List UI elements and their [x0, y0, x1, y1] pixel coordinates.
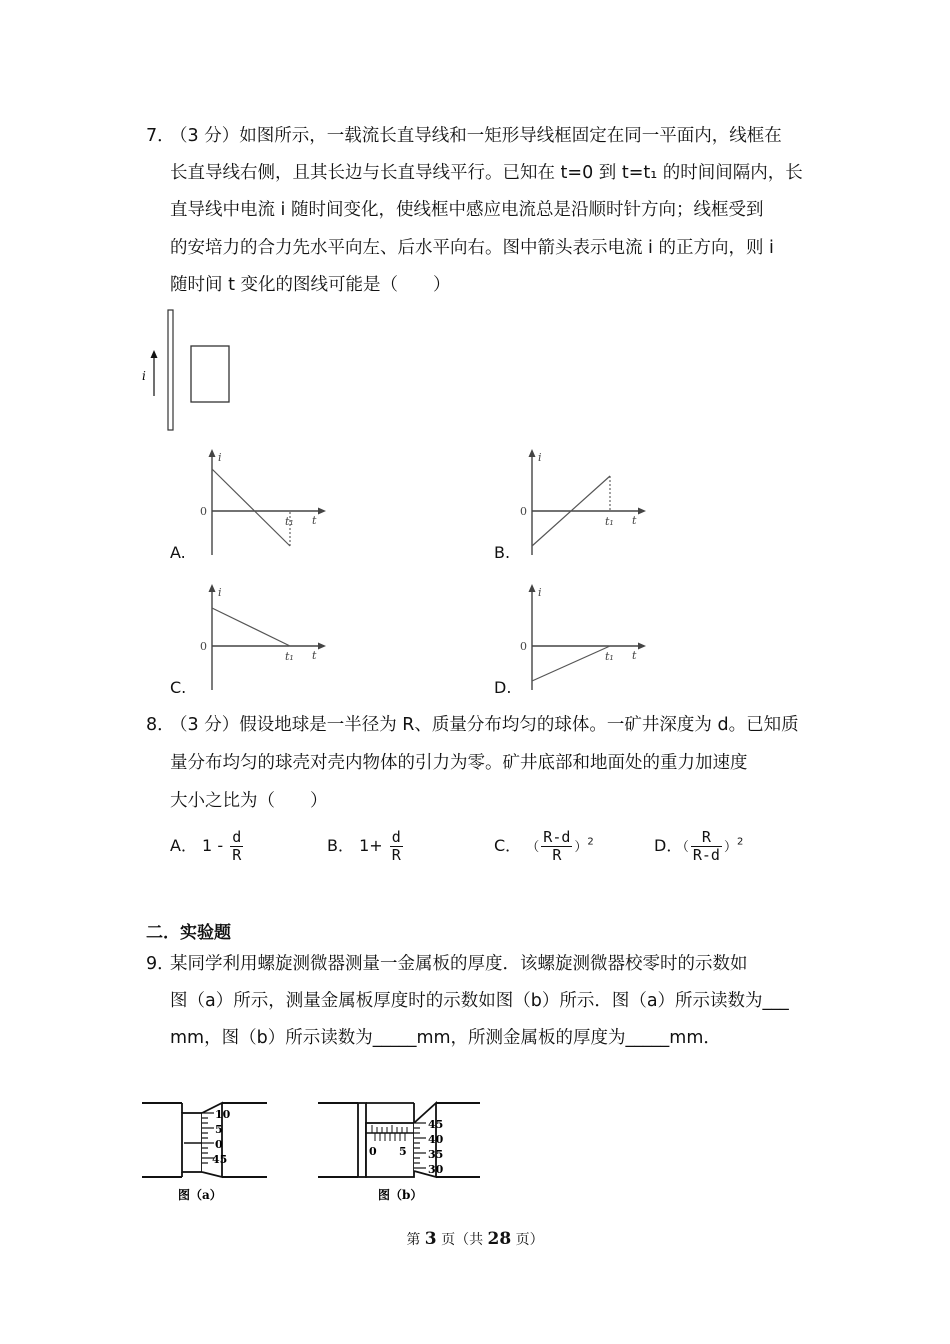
section-title: 二．实验题: [146, 923, 231, 943]
q8-option-c-exponent: 2: [587, 836, 594, 848]
fig-a-tick-5: 5: [215, 1123, 223, 1136]
q8-option-d-open: （: [682, 840, 689, 855]
t1-label: t₁: [605, 650, 614, 663]
current-curve: [212, 469, 290, 546]
t-axis-label: t: [632, 514, 637, 527]
fig-a-tick-0: 0: [215, 1138, 223, 1151]
q8-option-c-numerator: R-d: [543, 828, 571, 846]
fig-a-tick-10: 10: [215, 1108, 231, 1121]
q8-option-a-denominator: R: [232, 846, 242, 864]
q8-option-d-close: ）: [723, 840, 737, 855]
q7-line-1: （3 分）如图所示，一载流长直导线和一矩形导线框固定在同一平面内，线框在: [170, 126, 782, 146]
fig-b-caption: 图（b）: [378, 1188, 423, 1202]
q8-option-a-numerator: d: [232, 828, 242, 846]
q9-line-3: mm，图（b）所示读数为_____mm，所测金属板的厚度为_____mm．: [170, 1028, 721, 1048]
q8-option-c: [494, 829, 594, 864]
q8-number: 8．: [146, 715, 175, 735]
footer-mid: 页（共: [436, 1232, 488, 1248]
i-axis-arrow: [529, 584, 536, 592]
q8-line-2: 量分布均匀的球壳对壳内物体的引力为零。矿井底部和地面处的重力加速度: [170, 753, 748, 773]
graph-option-b: [516, 443, 656, 558]
q8-option-a-prefix: 1 -: [202, 836, 224, 855]
origin-label: 0: [520, 505, 527, 518]
current-curve: [532, 646, 610, 681]
origin-label: 0: [200, 505, 207, 518]
graph-option-c: [196, 578, 336, 693]
i-axis-label: i: [218, 451, 222, 464]
wire-loop-figure: [136, 308, 246, 434]
q8-option-c-fraction: [541, 829, 572, 864]
q8-option-d-label: D．: [654, 836, 683, 855]
q8-option-d-numerator: R: [691, 829, 722, 847]
q7-line-3: 直导线中电流 i 随时间变化，使线框中感应电流总是沿顺时针方向；线框受到: [170, 200, 764, 220]
graph-option-a: [196, 443, 336, 558]
q7-line-4: 的安培力的合力先水平向左、后水平向右。图中箭头表示电流 i 的正方向，则 i: [170, 238, 774, 258]
t1-label: t₁: [285, 515, 294, 528]
fig-b-tick-30: 30: [428, 1163, 444, 1176]
q8-option-d-exponent: 2: [736, 836, 744, 848]
q9-line-2: 图（a）所示，测量金属板厚度时的示数如图（b）所示．图（a）所示读数为___: [170, 991, 789, 1011]
page-footer: [0, 1229, 950, 1249]
t-axis-label: t: [632, 649, 637, 662]
q8-option-d-fraction: [691, 829, 722, 864]
q7-line-2: 长直导线右侧，且其长边与长直导线平行。已知在 t=0 到 t=t₁ 的时间间隔内，长: [170, 163, 803, 183]
q8-option-b-numerator: d: [391, 828, 401, 846]
fig-b-tick-45: 45: [428, 1118, 444, 1131]
footer-post: 页）: [511, 1232, 544, 1248]
footer-pre: 第: [406, 1232, 425, 1248]
t-axis-label: t: [312, 514, 317, 527]
current-arrow-head: [151, 350, 158, 358]
current-label: i: [142, 369, 146, 383]
q8-option-c-label: C．: [494, 836, 522, 855]
q8-option-a-label: A．: [170, 836, 197, 855]
micrometer-figure-a: [142, 1100, 272, 1205]
i-axis-arrow: [209, 584, 216, 592]
q8-option-b-prefix: 1+: [359, 836, 383, 855]
q7-option-b-label: B.: [494, 543, 511, 562]
q8-option-a: [170, 829, 245, 864]
q7-number: 7．: [146, 126, 175, 146]
fig-a-caption: 图（a）: [178, 1188, 222, 1202]
fig-b-tick-35: 35: [428, 1148, 444, 1161]
t1-label: t₁: [605, 515, 614, 528]
q8-option-d: [654, 829, 743, 864]
rectangular-loop: [191, 346, 229, 402]
q8-option-c-close: ）: [574, 840, 588, 855]
long-straight-wire: [168, 310, 173, 430]
t-axis-label: t: [312, 649, 317, 662]
footer-total-pages: 28: [487, 1229, 512, 1249]
fig-b-tick-40: 40: [428, 1133, 444, 1146]
q8-option-a-fraction: [230, 829, 243, 864]
q9-number: 9．: [146, 954, 175, 974]
q8-option-c-denominator: R: [552, 846, 562, 864]
q7-option-d-label: D.: [494, 678, 512, 697]
fig-b-main-tick-5: 5: [399, 1145, 407, 1158]
footer-page-number: 3: [424, 1229, 437, 1249]
t-axis-arrow: [318, 643, 326, 650]
q8-line-3: 大小之比为（ ）: [170, 791, 328, 811]
current-curve: [212, 608, 290, 646]
q8-option-b: [327, 829, 405, 864]
i-axis-label: i: [538, 586, 542, 599]
i-axis-arrow: [209, 449, 216, 457]
q8-option-b-fraction: [390, 829, 403, 864]
q8-option-b-denominator: R: [391, 846, 401, 864]
fig-a-tick-45: 45: [212, 1153, 228, 1166]
q7-option-c-label: C.: [170, 678, 187, 697]
t-axis-arrow: [638, 508, 646, 515]
t1-label: t₁: [285, 650, 294, 663]
origin-label: 0: [200, 640, 207, 653]
i-axis-label: i: [538, 451, 542, 464]
q9-line-1: 某同学利用螺旋测微器测量一金属板的厚度．该螺旋测微器校零时的示数如: [170, 954, 748, 974]
micrometer-figure-b: [318, 1100, 483, 1205]
graph-option-d: [516, 578, 656, 693]
i-axis-label: i: [218, 586, 222, 599]
q8-option-c-open: （: [526, 840, 540, 855]
q7-line-5: 随时间 t 变化的图线可能是（ ）: [170, 275, 451, 295]
t-axis-arrow: [638, 643, 646, 650]
t-axis-arrow: [318, 508, 326, 515]
i-axis-arrow: [529, 449, 536, 457]
q8-option-d-denominator: R-d: [692, 846, 720, 864]
q7-option-a-label: A.: [170, 543, 186, 562]
q8-option-b-label: B．: [327, 836, 354, 855]
fig-b-main-tick-0: 0: [369, 1145, 377, 1158]
q8-line-1: （3 分）假设地球是一半径为 R、质量分布均匀的球体。一矿井深度为 d。已知质: [170, 715, 799, 735]
origin-label: 0: [520, 640, 527, 653]
